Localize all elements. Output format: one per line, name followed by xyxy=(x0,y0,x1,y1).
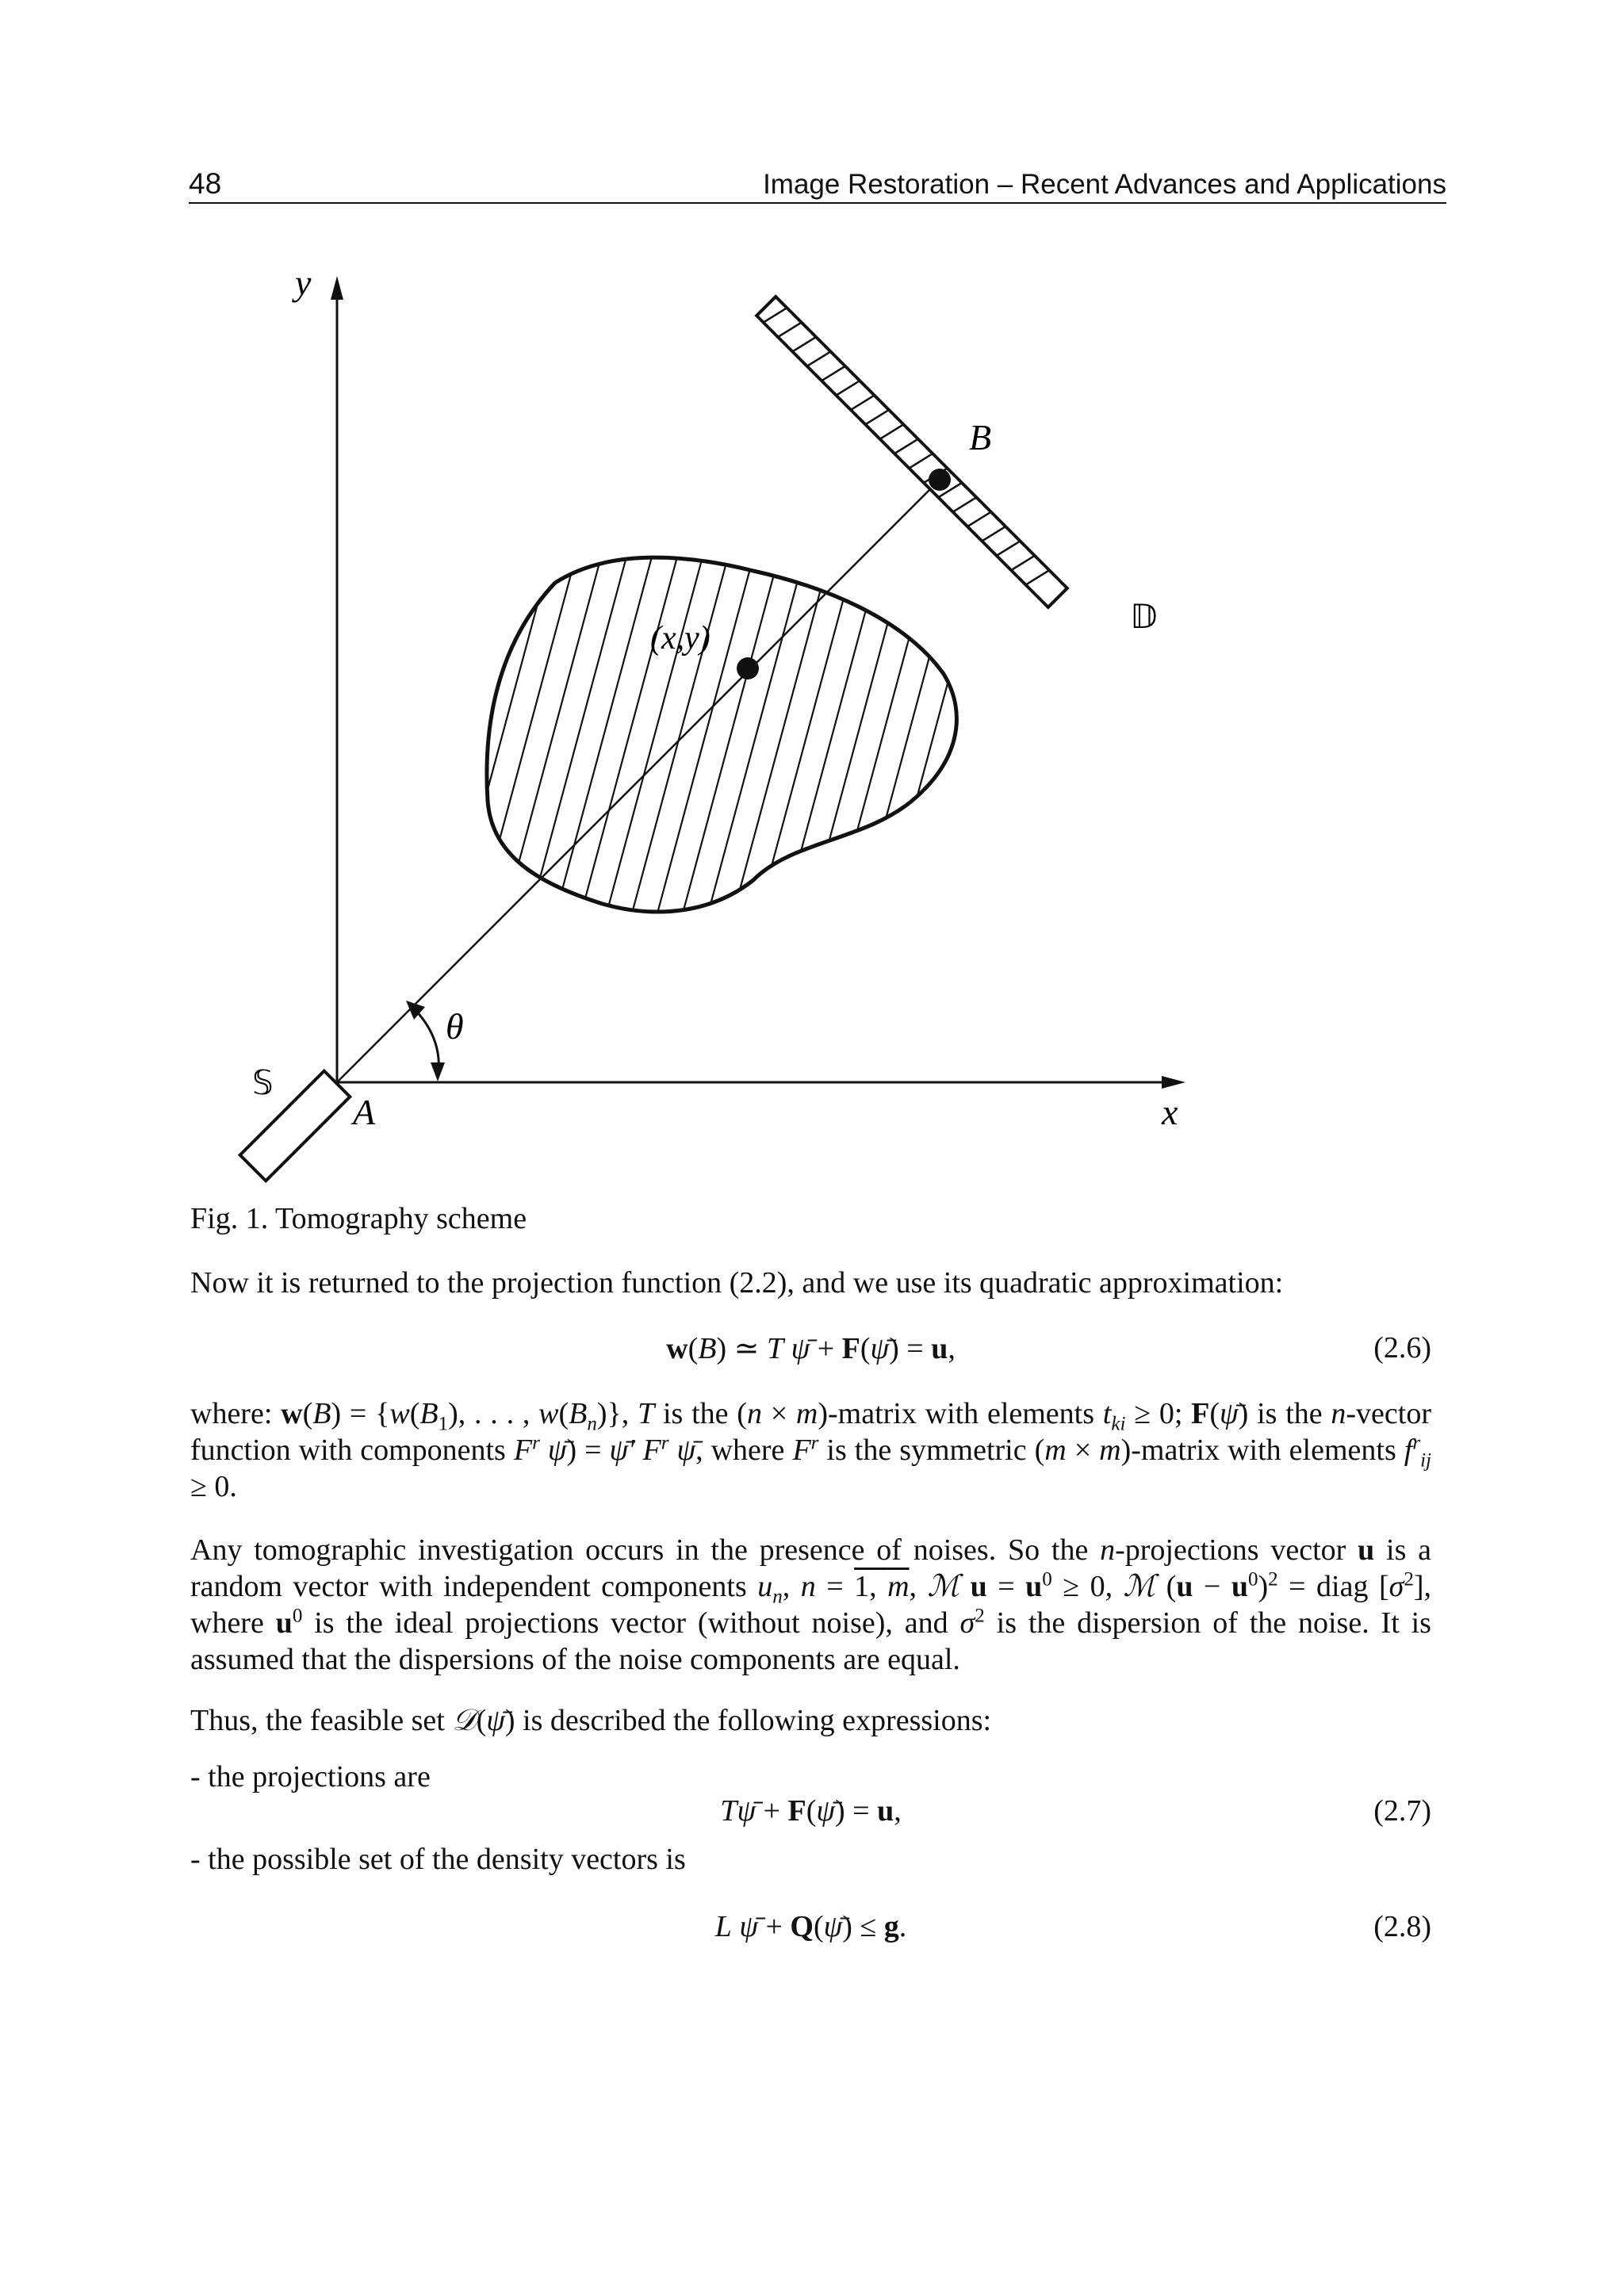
object-hatch-line xyxy=(926,539,1037,951)
object-hatch-line xyxy=(698,539,809,951)
theta-arrow-bottom xyxy=(431,1062,445,1081)
x-axis-arrowhead xyxy=(1162,1076,1185,1089)
label-point-xy: (x,y) xyxy=(650,620,710,657)
tomography-figure xyxy=(230,262,1229,1189)
figure-caption: Fig. 1. Tomography scheme xyxy=(190,1202,527,1235)
label-B: B xyxy=(969,417,992,457)
label-theta: θ xyxy=(446,1006,464,1047)
object-hatch-line xyxy=(571,539,682,951)
projection-ray xyxy=(337,480,940,1082)
equation-2-6-number: (2.6) xyxy=(1373,1331,1431,1365)
point-xy-dot xyxy=(737,657,759,679)
running-header xyxy=(189,163,1446,204)
object-hatch-line xyxy=(850,539,961,951)
paragraph-where: where: $w(B) = \{w(B_1)$, . . . , $w(B_n)$}, T is the (n × m)-matrix with elements $t_{ki} \ge 0$; F(ψ̄) is the n-vector function with components $F^r$ ψ̄) = ψ̄′ $F^r$ ψ̄, where $F^r$ is the symmetric (m × m)-matrix with elements $f^r_{ij} \ge 0$. xyxy=(190,1397,1432,1503)
header-title: Image Restoration – Recent Advances and Applications xyxy=(763,169,1446,200)
projections-label: - the projections are xyxy=(190,1760,431,1793)
object-hatch-line xyxy=(495,539,606,951)
object-hatch-line xyxy=(977,539,1088,951)
y-axis-label: y xyxy=(295,262,312,303)
equation-2-6-expression: w(B) ≃ T ψ̄ + F(ψ̄) = u, xyxy=(666,1332,956,1365)
object-hatch-line xyxy=(520,539,631,951)
object-hatch-line xyxy=(672,539,783,951)
object-hatch-line xyxy=(1002,539,1113,951)
paragraph-feasible-set: Thus, the feasible set 𝒟(ψ̄) is described the following expressions: xyxy=(190,1704,992,1737)
paragraph-intro xyxy=(190,1265,1431,1301)
object-hatch-line xyxy=(774,539,885,951)
equation-2-7-expression: Tψ̄ + F(ψ̄) = u, xyxy=(720,1794,902,1828)
object-hatch-line xyxy=(901,539,1012,951)
object-hatch-line xyxy=(622,539,733,951)
paragraph-noise: Any tomographic investigation occurs in the presence of noises. So the n-projections vector u is a random vector with independent components $u_n$, n = 1, m, ℳ $u = u^0 \ge 0$, ℳ $(u - u^0)^2$ = diag $[\sigma^2]$, where $u^0$ is the ideal projections vector (without noise), and $\sigma^2$ is the dispersion of the noise. It is assumed that the dispersions of the noise components are equal. xyxy=(190,1533,1432,1676)
object-outline xyxy=(487,557,956,912)
label-A: A xyxy=(353,1092,376,1132)
object-hatch-line xyxy=(875,539,986,951)
y-axis-arrowhead xyxy=(331,276,343,300)
object-hatch-line xyxy=(596,539,707,951)
page-number: 48 xyxy=(189,167,222,200)
label-D: 𝔻 xyxy=(1130,597,1158,636)
object-hatch-line xyxy=(825,539,936,951)
density-label: - the possible set of the density vectors is xyxy=(190,1843,686,1876)
object-hatching xyxy=(444,539,1139,951)
point-B-dot xyxy=(929,469,951,491)
equation-2-8 xyxy=(190,1909,1431,1949)
object-hatch-line xyxy=(799,539,910,951)
equation-2-7-number: (2.7) xyxy=(1373,1794,1431,1828)
equation-2-7 xyxy=(190,1793,1431,1833)
detector xyxy=(756,297,1067,607)
equation-2-6 xyxy=(190,1330,1431,1370)
equation-2-8-expression: L ψ̄ + Q(ψ̄) ≤ g. xyxy=(714,1910,907,1943)
equation-2-8-number: (2.8) xyxy=(1373,1910,1431,1943)
x-axis-label: x xyxy=(1162,1092,1178,1132)
label-S: 𝕊 xyxy=(252,1063,274,1102)
intro-text: Now it is returned to the projection function (2.2), and we use its quadratic approximation: xyxy=(190,1266,1284,1300)
